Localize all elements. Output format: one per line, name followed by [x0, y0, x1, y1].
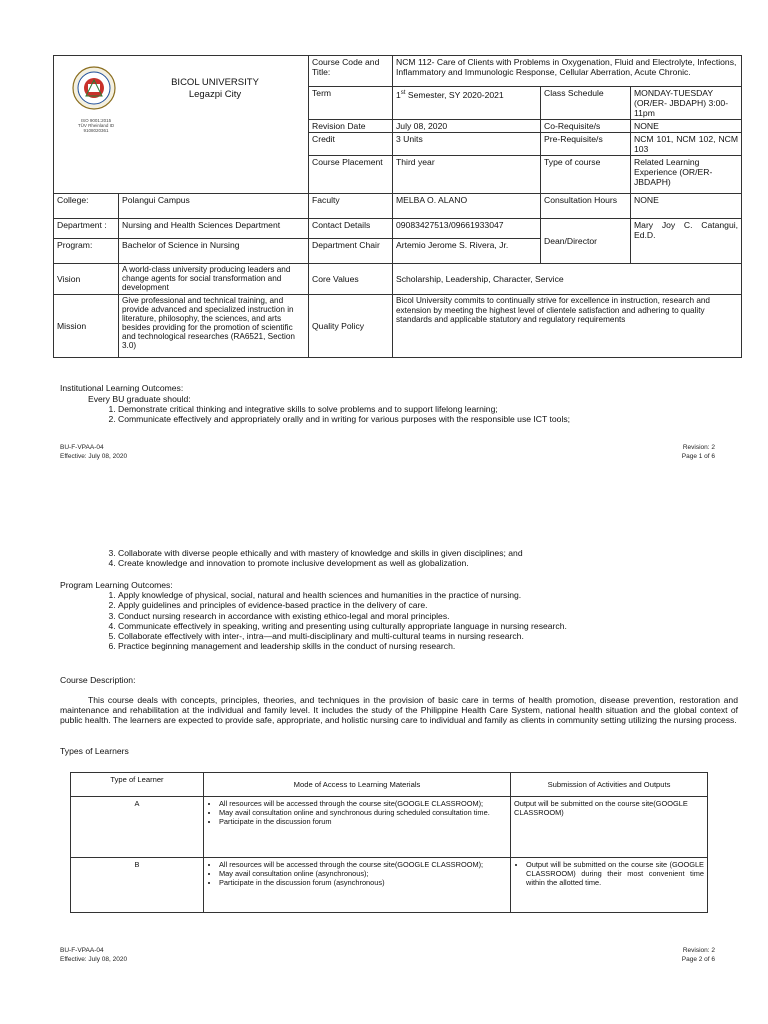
dept-chair-label: Department Chair: [309, 239, 393, 264]
col-header-submission: Submission of Activities and Outputs: [511, 773, 708, 797]
university-seal-icon: [72, 66, 116, 110]
footer-page2-right: Revision: 2 Page 2 of 6: [681, 947, 715, 963]
quality-policy-value: Bicol University commits to continually strive for excellence in instruction, research and extension by meeting the highest level of clientele satisfaction and adhering to quality standards and applicable statutory and regulatory requirements: [393, 295, 742, 358]
consultation-value: NONE: [631, 194, 742, 219]
course-info-table: [53, 55, 742, 358]
course-description-body: This course deals with concepts, principles, theories, and techniques in the provision of basic care in terms of health promotion, disease prevention, restoration and maintenance and rehabilitation at the individual and family level. It includes the study of the Philippine Health Care System, national health situation and the global context of public health. The learners are expected to provide safe, appropriate, and holistic nursing care to individual and family as clients in community setting utilizing the nursing process.: [60, 695, 738, 726]
course-description-title: Course Description:: [60, 675, 136, 685]
plo-list: [96, 590, 758, 652]
class-schedule-value: MONDAY-TUESDAY (OR/ER- JBDAPH) 3:00-11pm: [631, 87, 742, 120]
list-item: • May avail consultation online and synchronous during scheduled consultation time.: [219, 808, 507, 817]
term-value: 1st Semester, SY 2020-2021: [393, 87, 541, 120]
mission-value: Give professional and technical training, and provide advanced and specialized instruction in literature, philosophy, the sciences, and arts besides providing for the promotion of scientific and technological researches (RA6521, Section 3.0): [119, 295, 309, 358]
footer-page1-right: Revision: 2 Page 1 of 6: [681, 444, 715, 460]
list-item: 3. Conduct nursing research in accordance with existing ethico-legal and moral principles.: [118, 611, 758, 621]
consultation-label: Consultation Hours: [541, 194, 631, 219]
iso-certification: ISO 9001:2015 TÜV Rheinland ID 9108020361: [77, 118, 115, 133]
department-value: Nursing and Health Sciences Department: [119, 219, 309, 239]
program-value: Bachelor of Science in Nursing: [119, 239, 309, 264]
coreq-value: NONE: [631, 120, 742, 133]
list-item: 4. Communicate effectively in speaking, writing and presenting using culturally appropriate language in nursing research.: [118, 621, 758, 631]
list-item: 5. Collaborate effectively with inter-, intra—and multi-disciplinary and multi-cultural teams in nursing research.: [118, 631, 758, 641]
table-row: [71, 797, 708, 858]
college-label: College:: [54, 194, 119, 219]
revision-date-label: Revision Date: [309, 120, 393, 133]
list-item: 2. Apply guidelines and principles of evidence-based practice in the delivery of care.: [118, 600, 758, 610]
plo-title: Program Learning Outcomes:: [60, 580, 173, 590]
list-item: 1. Apply knowledge of physical, social, natural and health sciences and humanities in the practice of nursing.: [118, 590, 758, 600]
ilo-list-page1: [96, 404, 758, 425]
faculty-value: MELBA O. ALANO: [393, 194, 541, 219]
ilo-title: Institutional Learning Outcomes:: [60, 383, 184, 393]
list-item: • May avail consultation online (asynchronous);: [219, 869, 507, 878]
list-item: • All resources will be accessed through the course site(GOOGLE CLASSROOM);: [219, 860, 507, 869]
coreq-label: Co-Requisite/s: [541, 120, 631, 133]
dept-chair-value: Artemio Jerome S. Rivera, Jr.: [393, 239, 541, 264]
list-item: • All resources will be accessed through the course site(GOOGLE CLASSROOM);: [219, 799, 507, 808]
course-type-value: Related Learning Experience (OR/ER-JBDAPH): [631, 156, 742, 194]
university-city: Legazpi City: [188, 89, 242, 100]
col-header-access: Mode of Access to Learning Materials: [204, 773, 511, 797]
core-values-value: Scholarship, Leadership, Character, Service: [393, 264, 742, 295]
contact-label: Contact Details: [309, 219, 393, 239]
learners-table: [70, 772, 708, 913]
credit-value: 3 Units: [393, 133, 541, 156]
list-item: • Participate in the discussion forum (asynchronous): [219, 878, 507, 887]
university-name: BICOL UNIVERSITY: [171, 77, 259, 88]
contact-value: 09083427513/09661933047: [393, 219, 541, 239]
quality-policy-label: Quality Policy: [309, 295, 393, 358]
list-item: 3. Collaborate with diverse people ethically and with mastery of knowledge and skills in given disciplines; and: [118, 548, 758, 558]
department-label: Department :: [54, 219, 119, 239]
course-code-label: Course Code and Title:: [309, 56, 393, 87]
learner-type-a: A: [71, 797, 204, 858]
learner-access-b: [204, 858, 511, 913]
placement-value: Third year: [393, 156, 541, 194]
ilo-list-page2: [96, 548, 758, 569]
learner-access-a: [204, 797, 511, 858]
list-item: 2. Communicate effectively and appropriately orally and in writing for various purposes with the responsible use ICT tools;: [118, 414, 758, 424]
prereq-value: NCM 101, NCM 102, NCM 103: [631, 133, 742, 156]
learner-submission-b: • Output will be submitted on the course site (GOOGLE CLASSROOM) during their most convenient time within the allotted time.: [511, 858, 708, 913]
dean-label: Dean/Director: [541, 219, 631, 264]
prereq-label: Pre-Requisite/s: [541, 133, 631, 156]
college-value: Polangui Campus: [119, 194, 309, 219]
mission-label: Mission: [54, 295, 119, 358]
faculty-label: Faculty: [309, 194, 393, 219]
types-of-learners-title: Types of Learners: [60, 746, 129, 756]
learner-type-b: B: [71, 858, 204, 913]
revision-date-value: July 08, 2020: [393, 120, 541, 133]
class-schedule-label: Class Schedule: [541, 87, 631, 120]
core-values-label: Core Values: [309, 264, 393, 295]
term-label: Term: [309, 87, 393, 120]
learner-submission-a: Output will be submitted on the course site(GOOGLE CLASSROOM): [511, 797, 708, 858]
university-name-block: [140, 77, 290, 101]
list-item: 6. Practice beginning management and leadership skills in the conduct of nursing research.: [118, 641, 758, 651]
col-header-type: Type of Learner: [71, 773, 204, 797]
credit-label: Credit: [309, 133, 393, 156]
list-item: 1. Demonstrate critical thinking and integrative skills to solve problems and to support lifelong learning;: [118, 404, 758, 414]
dean-value: Mary Joy C. Catangui, Ed.D.: [631, 219, 742, 264]
program-label: Program:: [54, 239, 119, 264]
vision-label: Vision: [54, 264, 119, 295]
vision-value: A world-class university producing leaders and change agents for social transformation and development: [119, 264, 309, 295]
ilo-intro: Every BU graduate should:: [88, 394, 191, 404]
course-code-value: NCM 112- Care of Clients with Problems in Oxygenation, Fluid and Electrolyte, Infections, Inflammatory and Immunologic Response, Cellular Aberration, Acute Chronic.: [393, 56, 742, 87]
university-cell: [54, 56, 309, 194]
placement-label: Course Placement: [309, 156, 393, 194]
footer-page1-left: BU-F-VPAA-04 Effective: July 08, 2020: [60, 444, 128, 460]
list-item: 4. Create knowledge and innovation to promote inclusive development as well as globalization.: [118, 558, 758, 568]
table-row: [71, 858, 708, 913]
footer-page2-left: BU-F-VPAA-04 Effective: July 08, 2020: [60, 947, 128, 963]
course-type-label: Type of course: [541, 156, 631, 194]
list-item: • Participate in the discussion forum: [219, 817, 507, 826]
